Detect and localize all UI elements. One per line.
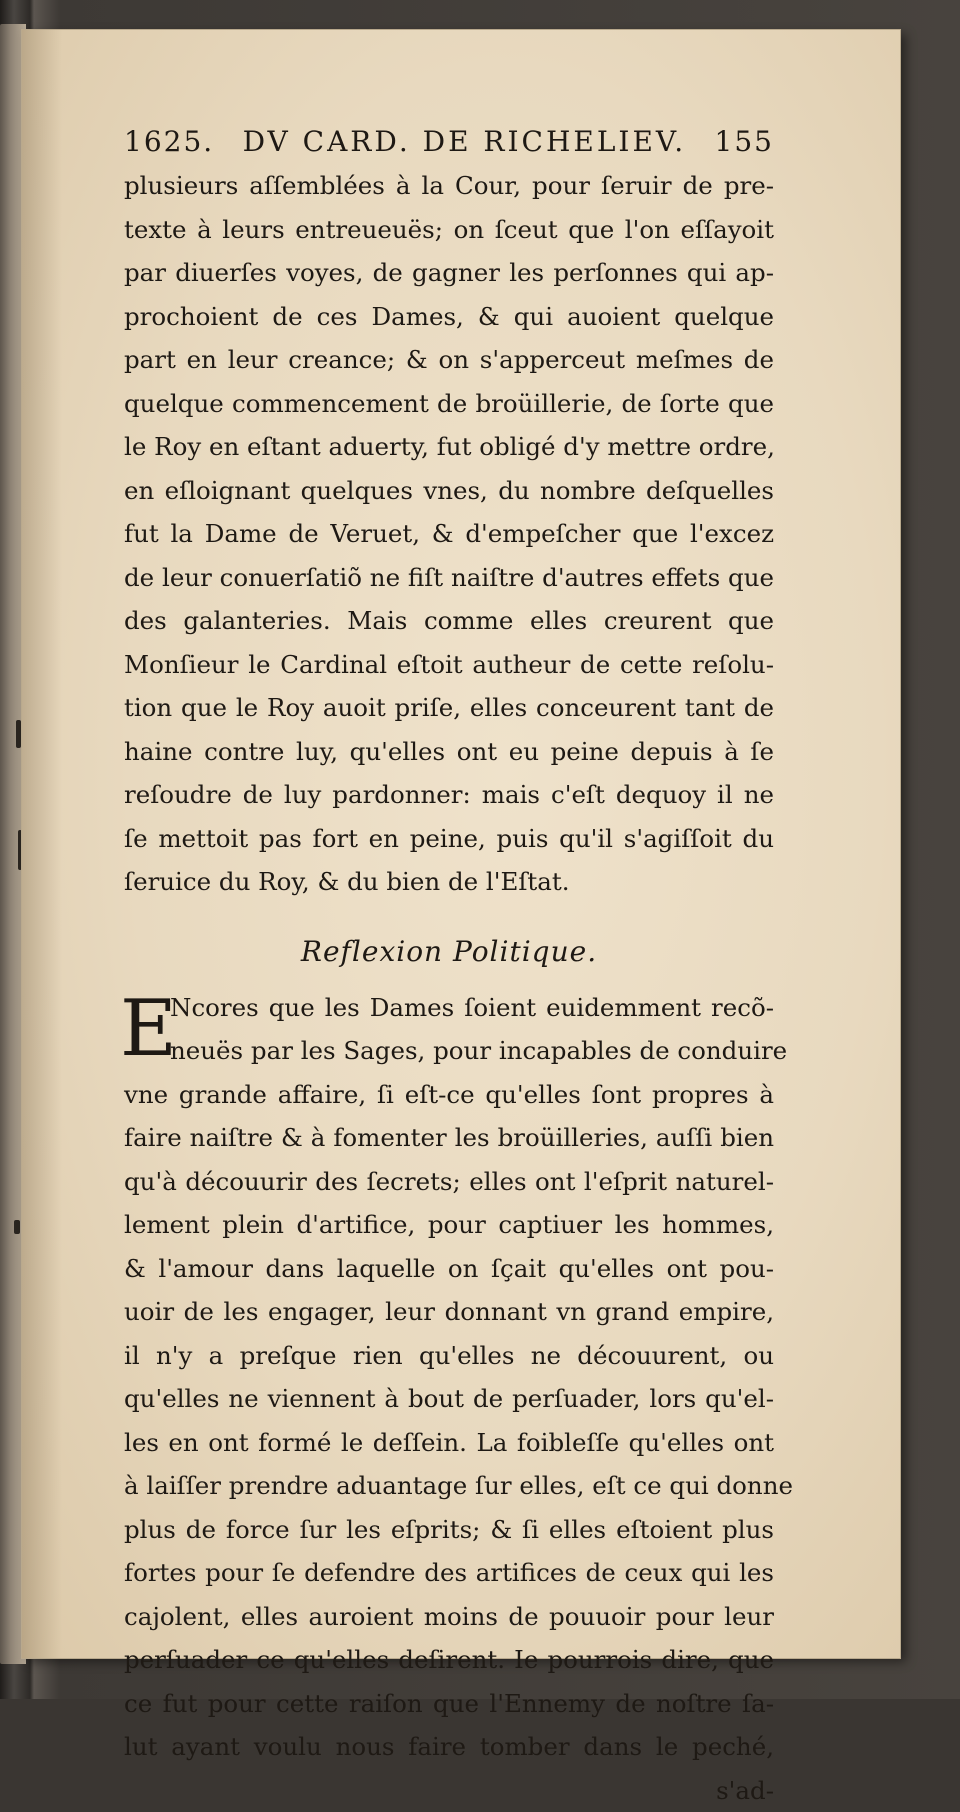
text-line: fut la Dame de Veruet, & d'empeſcher que l'excez xyxy=(124,512,774,556)
text-line: uoir de les engager, leur donnant vn grand empire, xyxy=(124,1290,774,1334)
header-title: DV CARD. DE RICHELIEV. xyxy=(243,120,687,164)
text-line: les en ont formé le deſſein. La foibleſſe qu'elles ont xyxy=(124,1421,774,1465)
paragraph-1 xyxy=(124,164,774,904)
margin-mark xyxy=(16,720,21,748)
text-line: de leur conuerſatiõ ne fiſt naiſtre d'autres effets que xyxy=(124,556,774,600)
text-line: Monſieur le Cardinal eſtoit autheur de cette reſolu- xyxy=(124,643,774,687)
text-line: en eſloignant quelques vnes, du nombre deſquelles xyxy=(124,469,774,513)
page-number: 155 xyxy=(715,120,774,164)
text-line: neuës par les Sages, pour incapables de conduire xyxy=(124,1029,774,1073)
paragraph-2 xyxy=(124,986,774,1769)
text-line: tion que le Roy auoit priſe, elles conceurent tant de xyxy=(124,686,774,730)
text-line: prochoient de ces Dames, & qui auoient quelque xyxy=(124,295,774,339)
page-text xyxy=(124,120,774,1812)
text-line: par diuerſes voyes, de gagner les perſonnes qui ap- xyxy=(124,251,774,295)
drop-cap: E xyxy=(120,990,177,1068)
catchword: s'ad- xyxy=(124,1769,774,1812)
text-line-dropcap xyxy=(124,986,774,1030)
text-line: texte à leurs entreueuës; on ſceut que l'on eſſayoit xyxy=(124,208,774,252)
text-line: ſeruice du Roy, & du bien de l'Eſtat. xyxy=(124,860,774,904)
text-line: perſuader ce qu'elles deſirent. Ie pourrois dire, que xyxy=(124,1638,774,1682)
text-line: vne grande affaire, ſi eſt-ce qu'elles ſont propres à xyxy=(124,1073,774,1117)
text-line: ſe mettoit pas fort en peine, puis qu'il s'agiſſoit du xyxy=(124,817,774,861)
text-line: & l'amour dans laquelle on ſçait qu'elles ont pou- xyxy=(124,1247,774,1291)
text-line: il n'y a preſque rien qu'elles ne découurent, ou xyxy=(124,1334,774,1378)
text-line: fortes pour ſe defendre des artifices de ceux qui les xyxy=(124,1551,774,1595)
text-line: part en leur creance; & on s'apperceut meſmes de xyxy=(124,338,774,382)
text-line: plusieurs aſſemblées à la Cour, pour ſeruir de pre- xyxy=(124,164,774,208)
text-line: lut ayant voulu nous faire tomber dans le peché, xyxy=(124,1725,774,1769)
text-line: quelque commencement de broüillerie, de ſorte que xyxy=(124,382,774,426)
text-line: le Roy en eſtant aduerty, fut obligé d'y mettre ordre, xyxy=(124,425,774,469)
text-line: faire naiſtre & à fomenter les broüilleries, auſſi bien xyxy=(124,1116,774,1160)
running-header xyxy=(124,120,774,164)
margin-mark xyxy=(14,1220,20,1234)
text-line: qu'elles ne viennent à bout de perſuader, lors qu'el- xyxy=(124,1377,774,1421)
book-page xyxy=(22,30,900,1658)
text-line: plus de force ſur les eſprits; & ſi elles eſtoient plus xyxy=(124,1508,774,1552)
text-line: à laiſſer prendre aduantage ſur elles, eſt ce qui donne xyxy=(124,1464,774,1508)
text-line: Ncores que les Dames ſoient euidemment recõ- xyxy=(170,993,774,1022)
text-line: cajolent, elles auroient moins de pouuoir pour leur xyxy=(124,1595,774,1639)
text-line: qu'à découurir des ſecrets; elles ont l'eſprit naturel- xyxy=(124,1160,774,1204)
text-line: ce fut pour cette raiſon que l'Ennemy de noſtre ſa- xyxy=(124,1682,774,1726)
text-line: lement plein d'artifice, pour captiuer les hommes, xyxy=(124,1203,774,1247)
text-line: reſoudre de luy pardonner: mais c'eſt dequoy il ne xyxy=(124,773,774,817)
header-year: 1625. xyxy=(124,120,214,164)
section-heading: Reflexion Politique. xyxy=(124,922,774,982)
text-line: des galanteries. Mais comme elles creurent que xyxy=(124,599,774,643)
text-line: haine contre luy, qu'elles ont eu peine depuis à ſe xyxy=(124,730,774,774)
